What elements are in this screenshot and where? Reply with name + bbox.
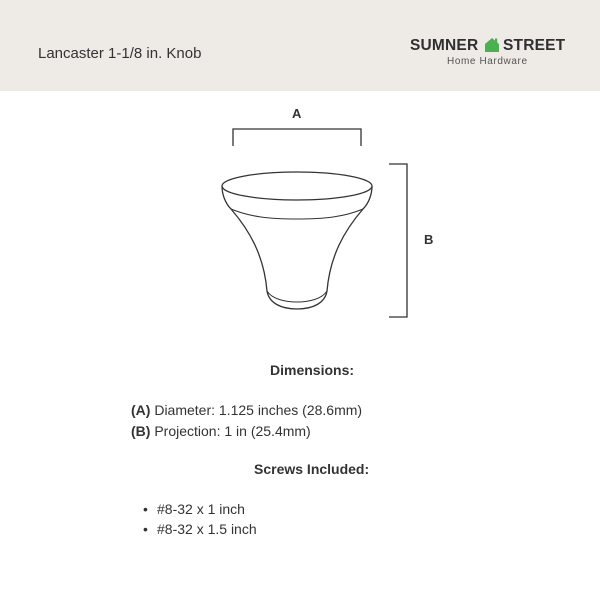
dimension-bracket-a xyxy=(233,129,361,146)
spec-code-a: (A) xyxy=(131,402,151,418)
brand-word-sumner: SUMNER xyxy=(410,37,479,54)
knob-drawing xyxy=(0,91,600,341)
brand-logo xyxy=(410,38,580,72)
dimension-bracket-b xyxy=(389,164,407,317)
header-banner xyxy=(0,0,600,91)
house-icon xyxy=(484,37,500,53)
screw-list-item xyxy=(143,501,245,517)
screw-label: #8-32 x 1 inch xyxy=(157,501,245,517)
dimension-spec-a xyxy=(131,402,362,418)
screw-list-item xyxy=(143,521,257,537)
knob-body xyxy=(222,186,372,309)
brand-word-street: STREET xyxy=(503,37,566,54)
dimension-spec-b xyxy=(131,423,311,439)
bullet-icon: • xyxy=(143,521,148,537)
brand-subtitle: Home Hardware xyxy=(447,56,528,67)
knob-diagram xyxy=(0,91,600,341)
dimensions-heading: Dimensions: xyxy=(270,362,355,378)
spec-text-b: Projection: 1 in (25.4mm) xyxy=(154,423,311,439)
spec-code-b: (B) xyxy=(131,423,151,439)
spec-text-a: Diameter: 1.125 inches (28.6mm) xyxy=(154,402,363,418)
knob-top-face xyxy=(222,172,372,200)
screw-label: #8-32 x 1.5 inch xyxy=(157,521,257,537)
bullet-icon: • xyxy=(143,501,148,517)
product-title: Lancaster 1-1/8 in. Knob xyxy=(38,45,202,62)
screws-heading: Screws Included: xyxy=(254,461,370,477)
dimension-label-a: A xyxy=(292,106,302,121)
dimension-label-b: B xyxy=(424,232,434,247)
